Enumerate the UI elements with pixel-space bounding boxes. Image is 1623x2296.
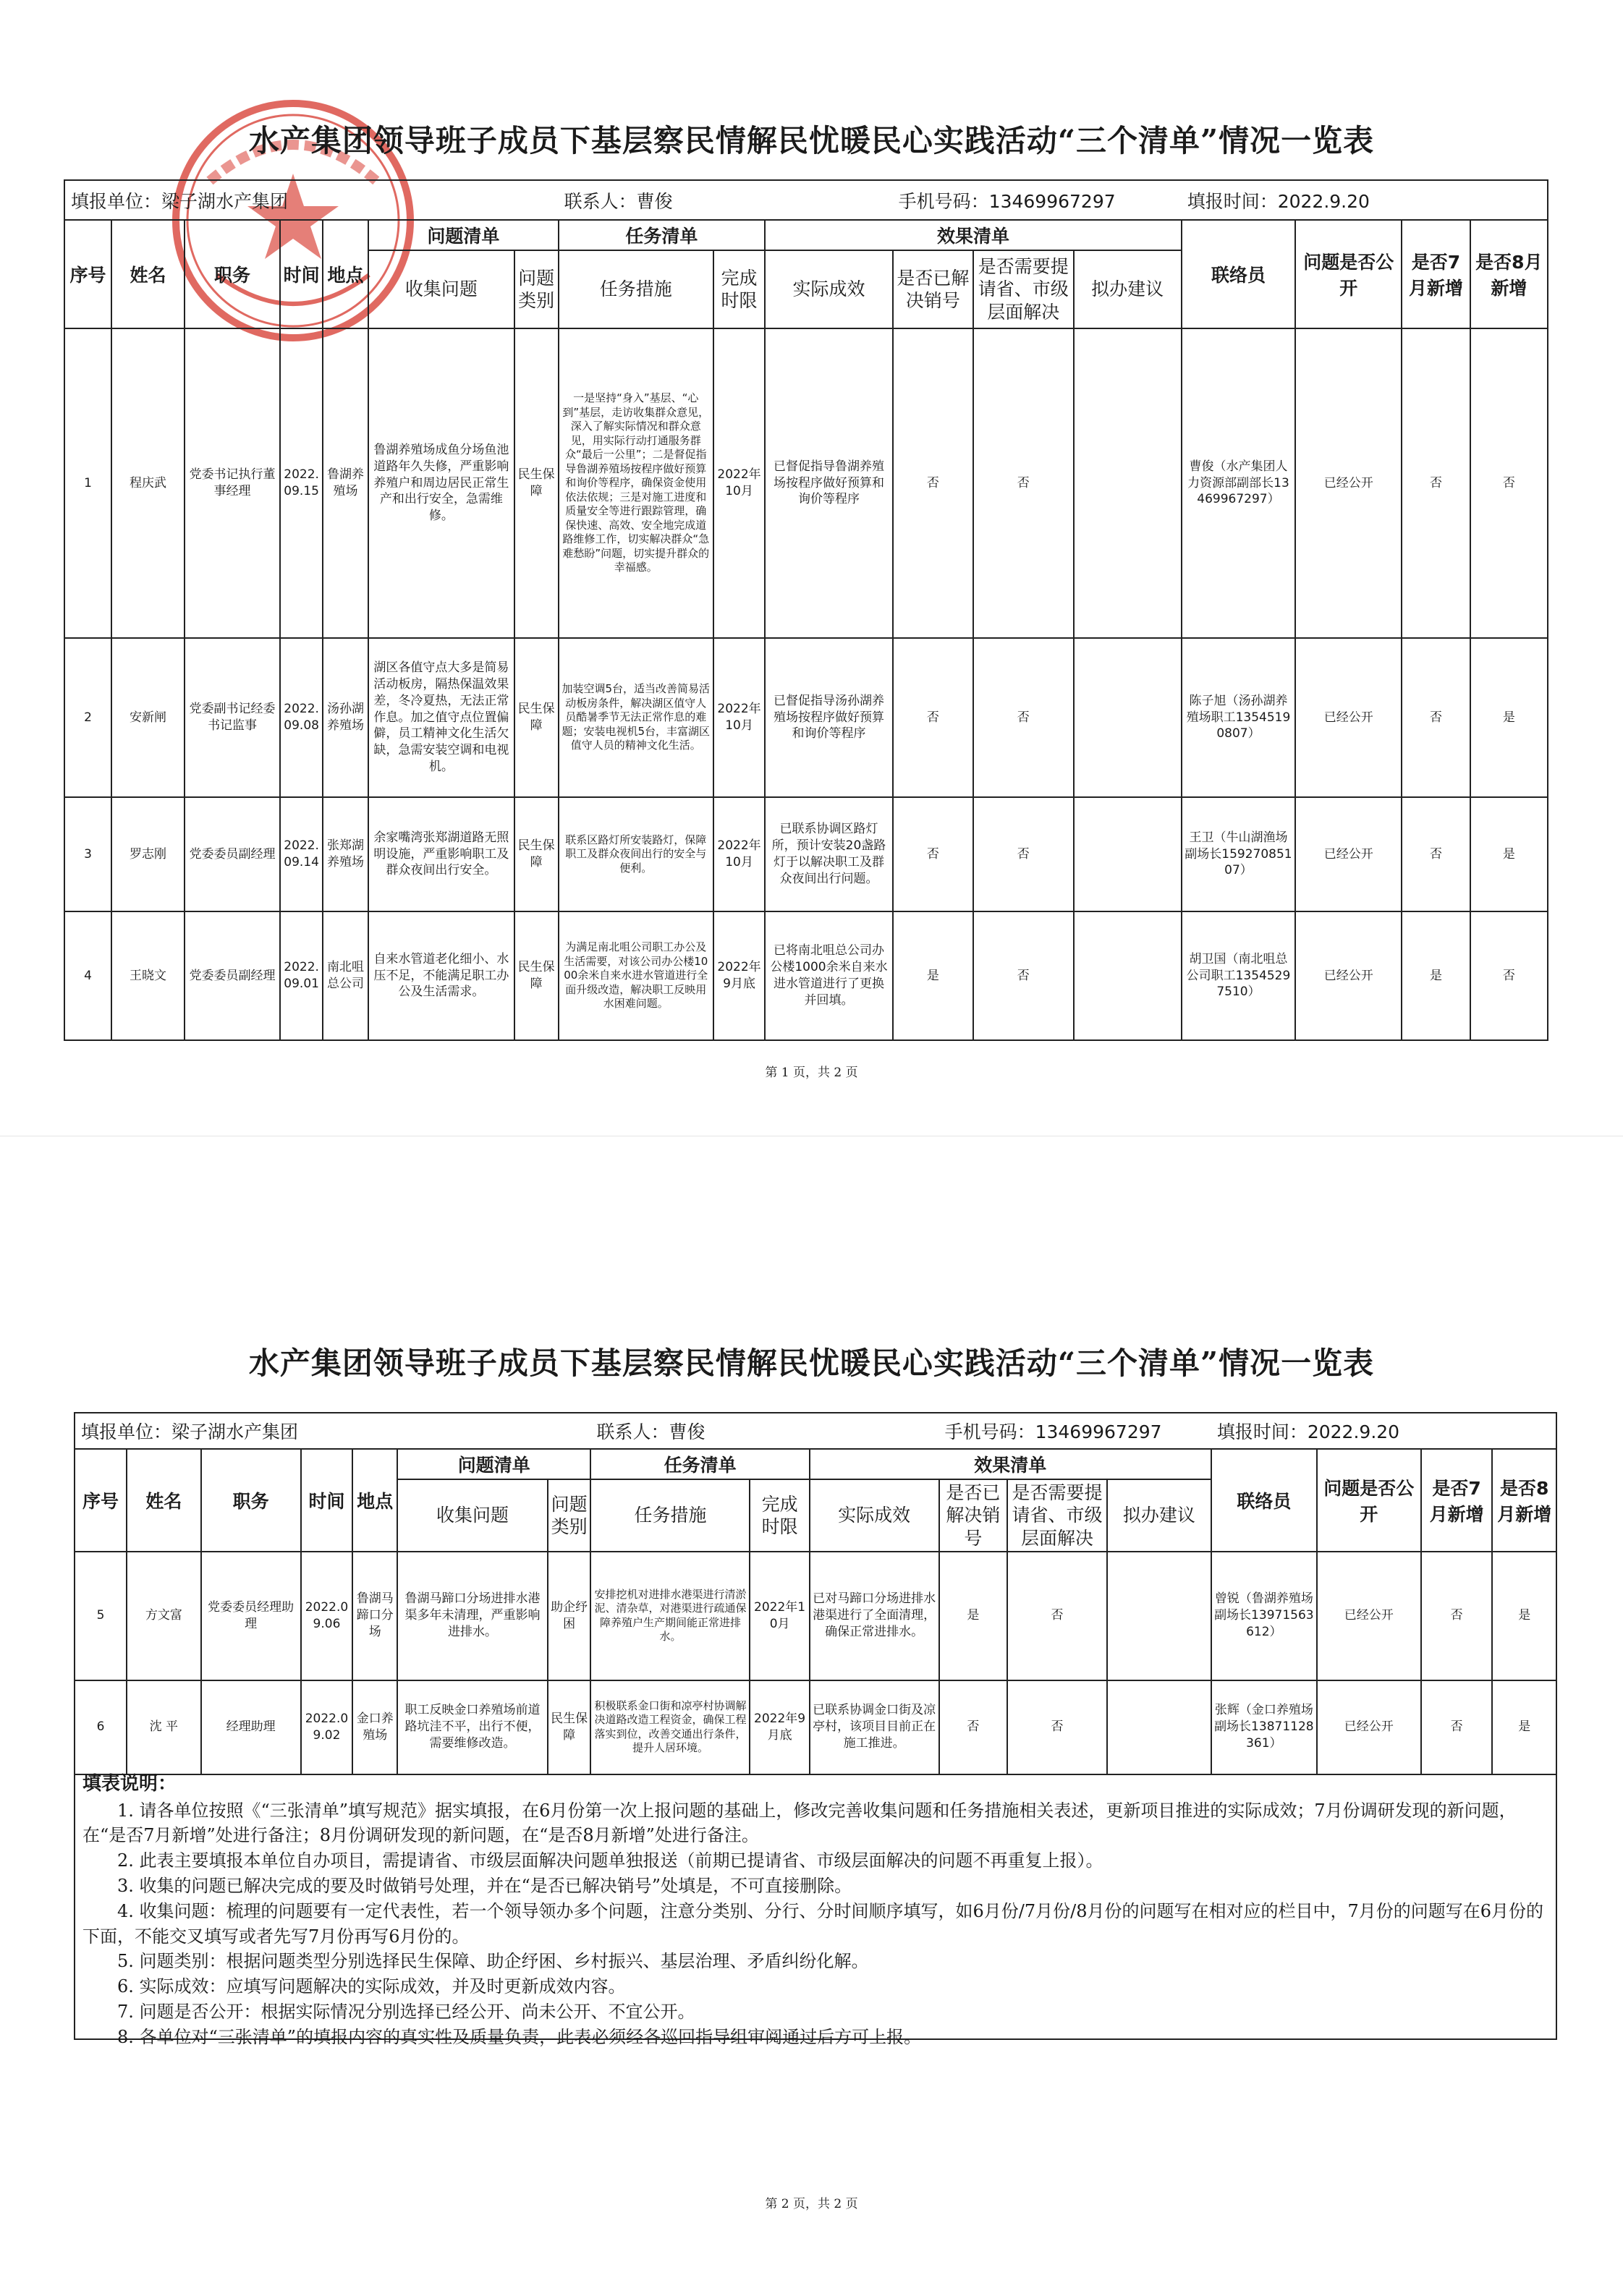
col-suggest: 拟办建议 <box>1074 250 1182 328</box>
col-aug: 是否8月新增 <box>1492 1449 1556 1552</box>
cell-contact: 陈子旭（汤孙湖养殖场职工13545190807） <box>1182 638 1296 797</box>
instruction-item: 3. 收集的问题已解决完成的要及时做销号处理，并在“是否已解决销号”处填是，不可直接删除。 <box>117 1876 852 1897</box>
cell-july: 否 <box>1402 797 1470 911</box>
page-1 <box>0 0 1623 1136</box>
cell-suggest <box>1074 328 1182 638</box>
col-escalate: 是否需要提请省、市级层面解决 <box>973 250 1074 328</box>
cell-contact: 曾锐（鲁湖养殖场副场长13971563612） <box>1211 1552 1317 1680</box>
cell-measures: 联系区路灯所安装路灯，保障职工及群众夜间出行的安全与便利。 <box>559 797 713 911</box>
col-place: 地点 <box>352 1449 397 1552</box>
col-place: 地点 <box>323 220 368 328</box>
cell-escalate: 否 <box>1007 1552 1107 1680</box>
cell-collect: 鲁湖养殖场成鱼分场鱼池道路年久失修，严重影响养殖户和周边居民正常生产和出行安全，急需维修。 <box>368 328 514 638</box>
instruction-item: 1. 请各单位按照《“三张清单”填写规范》据实填报，在6月份第一次上报问题的基础上，修改完善收集问题和任务措施相关表述，更新项目推进的实际成效；7月份调研发现的新问题，在“是否7月新增”处进行备注；8月份调研发现的新问题，在“是否8月新增”处进行备注。 <box>82 1800 1517 1846</box>
cell-solved: 否 <box>893 328 973 638</box>
group-problem: 问题清单 <box>397 1449 590 1479</box>
col-measures: 任务措施 <box>559 250 713 328</box>
table-row <box>75 1680 1556 1774</box>
cell-contact: 王卫（牛山湖渔场副场长15927085107） <box>1182 797 1296 911</box>
cell-place: 南北咀总公司 <box>323 911 368 1040</box>
col-result: 实际成效 <box>810 1479 939 1552</box>
cell-name: 沈 平 <box>127 1680 201 1774</box>
fill-unit: 填报单位：梁子湖水产集团 <box>64 180 559 220</box>
cell-place: 张郑湖养殖场 <box>323 797 368 911</box>
col-seq: 序号 <box>64 220 111 328</box>
cell-suggest <box>1074 797 1182 911</box>
col-solved: 是否已解决销号 <box>939 1479 1008 1552</box>
cell-result: 已对马蹄口分场进排水港渠进行了全面清理，确保正常进排水。 <box>810 1552 939 1680</box>
col-deadline: 完成时限 <box>713 250 765 328</box>
cell-position: 党委委员副经理 <box>185 911 280 1040</box>
page-number: 第 1 页，共 2 页 <box>765 1066 858 1080</box>
cell-category: 助企纾困 <box>548 1552 591 1680</box>
instruction-item: 2. 此表主要填报本单位自办项目，需提请省、市级层面解决问题单独报送（前期已提请省、市级层面解决的问题不再重复上报）。 <box>117 1850 1103 1871</box>
cell-aug: 否 <box>1470 328 1548 638</box>
col-solved: 是否已解决销号 <box>893 250 973 328</box>
cell-aug: 是 <box>1470 638 1548 797</box>
cell-escalate: 否 <box>973 638 1074 797</box>
cell-public: 已经公开 <box>1295 911 1402 1040</box>
cell-deadline: 2022年9月底 <box>750 1680 809 1774</box>
cell-deadline: 2022年9月底 <box>713 911 765 1040</box>
cell-deadline: 2022年10月 <box>713 638 765 797</box>
col-name: 姓名 <box>111 220 185 328</box>
instruction-item: 7. 问题是否公开：根据实际情况分别选择已经公开、尚未公开、不宜公开。 <box>117 2002 695 2023</box>
cell-collect: 鲁湖马蹄口分场进排水港渠多年未清理，严重影响进排水。 <box>397 1552 548 1680</box>
cell-escalate: 否 <box>973 328 1074 638</box>
group-problem: 问题清单 <box>368 220 559 250</box>
cell-position: 党委委员经理助理 <box>201 1552 301 1680</box>
cell-category: 民生保障 <box>548 1680 591 1774</box>
cell-position: 党委书记执行董事经理 <box>185 328 280 638</box>
col-category: 问题类别 <box>514 250 559 328</box>
cell-position: 党委委员副经理 <box>185 797 280 911</box>
cell-seq: 4 <box>64 911 111 1040</box>
fill-instructions <box>74 1766 1557 2047</box>
col-position: 职务 <box>185 220 280 328</box>
cell-place: 鲁湖马蹄口分场 <box>352 1552 397 1680</box>
group-header-row <box>64 220 1548 250</box>
col-measures: 任务措施 <box>590 1479 750 1552</box>
instruction-item: 8. 各单位对“三张清单”的填报内容的真实性及质量负责，此表必须经各巡回指导组审阅通过后方可上报。 <box>117 2026 922 2047</box>
cell-place: 鲁湖养殖场 <box>323 328 368 638</box>
cell-public: 已经公开 <box>1295 328 1402 638</box>
cell-aug: 是 <box>1492 1552 1556 1680</box>
col-collect: 收集问题 <box>397 1479 548 1552</box>
cell-july: 否 <box>1421 1552 1493 1680</box>
page-title: 水产集团领导班子成员下基层察民情解民忧暖民心实践活动“三个清单”情况一览表 <box>248 1345 1375 1381</box>
cell-solved: 否 <box>893 638 973 797</box>
cell-position: 党委副书记经委书记监事 <box>185 638 280 797</box>
cell-measures: 积极联系金口街和凉亭村协调解决道路改造工程资金，确保工程落实到位，改善交通出行条件，提升人居环境。 <box>590 1680 750 1774</box>
cell-measures: 加装空调5台，适当改善简易活动板房条件，解决湖区值守人员酷暑季节无法正常作息的难题；安装电视机5台，丰富湖区值守人员的精神文化生活。 <box>559 638 713 797</box>
cell-result: 已督促指导汤孙湖养殖场按程序做好预算和询价等程序 <box>765 638 892 797</box>
cell-july: 否 <box>1421 1680 1493 1774</box>
col-contact: 联络员 <box>1182 220 1296 328</box>
cell-contact: 张辉（金口养殖场副场长13871128361） <box>1211 1680 1317 1774</box>
cell-collect: 职工反映金口养殖场前道路坑洼不平，出行不便，需要维修改造。 <box>397 1680 548 1774</box>
cell-seq: 5 <box>75 1552 127 1680</box>
col-deadline: 完成时限 <box>750 1479 809 1552</box>
table-row <box>64 797 1548 911</box>
col-contact: 联络员 <box>1211 1449 1317 1552</box>
cell-result: 已联系协调区路灯所，预计安装20盏路灯于以解决职工及群众夜间出行问题。 <box>765 797 892 911</box>
col-july: 是否7月新增 <box>1421 1449 1493 1552</box>
summary-table-page-1 <box>64 179 1548 1041</box>
cell-result: 已督促指导鲁湖养殖场按程序做好预算和询价等程序 <box>765 328 892 638</box>
table-row <box>75 1552 1556 1680</box>
cell-public: 已经公开 <box>1295 638 1402 797</box>
cell-name: 程庆武 <box>111 328 185 638</box>
cell-name: 方文富 <box>127 1552 201 1680</box>
cell-time: 2022.09.06 <box>301 1552 353 1680</box>
group-effect: 效果清单 <box>765 220 1181 250</box>
cell-july: 是 <box>1402 911 1470 1040</box>
cell-collect: 自来水管道老化细小、水压不足，不能满足职工办公及生活需求。 <box>368 911 514 1040</box>
col-result: 实际成效 <box>765 250 892 328</box>
cell-july: 否 <box>1402 638 1470 797</box>
cell-suggest <box>1107 1552 1211 1680</box>
cell-category: 民生保障 <box>514 797 559 911</box>
page-title: 水产集团领导班子成员下基层察民情解民忧暖民心实践活动“三个清单”情况一览表 <box>248 123 1375 158</box>
page-number: 第 2 页，共 2 页 <box>765 2197 858 2211</box>
col-time: 时间 <box>301 1449 353 1552</box>
cell-contact: 胡卫国（南北咀总公司职工13545297510） <box>1182 911 1296 1040</box>
cell-seq: 6 <box>75 1680 127 1774</box>
cell-escalate: 否 <box>1007 1680 1107 1774</box>
col-position: 职务 <box>201 1449 301 1552</box>
instruction-item: 5. 问题类别：根据问题类型分别选择民生保障、助企纾困、乡村振兴、基层治理、矛盾纠纷化解。 <box>117 1951 869 1972</box>
cell-time: 2022.09.15 <box>280 328 323 638</box>
summary-table-page-2 <box>74 1412 1557 1775</box>
cell-escalate: 否 <box>973 911 1074 1040</box>
cell-place: 金口养殖场 <box>352 1680 397 1774</box>
cell-measures: 为满足南北咀公司职工办公及生活需要，对该公司办公楼1000余米自来水进水管道进行全面升级改造，解决职工反映用水困难问题。 <box>559 911 713 1040</box>
cell-category: 民生保障 <box>514 638 559 797</box>
cell-category: 民生保障 <box>514 911 559 1040</box>
cell-public: 已经公开 <box>1317 1552 1421 1680</box>
col-escalate: 是否需要提请省、市级层面解决 <box>1007 1479 1107 1552</box>
cell-time: 2022.09.14 <box>280 797 323 911</box>
cell-aug: 否 <box>1470 911 1548 1040</box>
col-public: 问题是否公开 <box>1317 1449 1421 1552</box>
col-category: 问题类别 <box>548 1479 591 1552</box>
cell-position: 经理助理 <box>201 1680 301 1774</box>
cell-suggest <box>1074 638 1182 797</box>
table-row <box>64 638 1548 797</box>
cell-time: 2022.09.02 <box>301 1680 353 1774</box>
group-task: 任务清单 <box>590 1449 809 1479</box>
cell-solved: 是 <box>939 1552 1008 1680</box>
contact-person: 联系人：曹俊 <box>559 180 893 220</box>
cell-name: 罗志刚 <box>111 797 185 911</box>
fill-date: 填报时间：2022.9.20 <box>1182 180 1470 220</box>
col-suggest: 拟办建议 <box>1107 1479 1211 1552</box>
cell-deadline: 2022年10月 <box>750 1552 809 1680</box>
instruction-item: 6. 实际成效：应填写问题解决的实际成效，并及时更新成效内容。 <box>117 1976 626 1997</box>
cell-collect: 余家嘴湾张郑湖道路无照明设施，严重影响职工及群众夜间出行安全。 <box>368 797 514 911</box>
col-public: 问题是否公开 <box>1295 220 1402 328</box>
col-seq: 序号 <box>75 1449 127 1552</box>
cell-time: 2022.09.08 <box>280 638 323 797</box>
cell-result: 已联系协调金口街及凉亭村，该项目目前正在施工推进。 <box>810 1680 939 1774</box>
page-2 <box>0 1136 1623 2296</box>
fill-unit: 填报单位：梁子湖水产集团 <box>75 1413 590 1449</box>
instruction-item: 4. 收集问题：梳理的问题要有一定代表性，若一个领导领办多个问题，注意分类别、分行、分时间顺序填写，如6月份/7月份/8月份的问题写在相对应的栏目中，7月份的问题写在6月份的下面，不能交叉填写或者先写7月份再写6月份的。 <box>82 1900 1544 1947</box>
cell-aug: 是 <box>1470 797 1548 911</box>
cell-seq: 2 <box>64 638 111 797</box>
cell-seq: 3 <box>64 797 111 911</box>
phone-number: 手机号码：13469967297 <box>893 180 1182 220</box>
cell-solved: 否 <box>893 797 973 911</box>
cell-measures: 安排挖机对进排水港渠进行清淤泥、清杂草，对港渠进行疏通保障养殖户生产期间能正常进排水。 <box>590 1552 750 1680</box>
cell-escalate: 否 <box>973 797 1074 911</box>
info-row <box>64 180 1548 220</box>
cell-measures: 一是坚持“身入”基层、“心到”基层，走访收集群众意见，深入了解实际情况和群众意见，用实际行动打通服务群众“最后一公里”；二是督促指导鲁湖养殖场按程序做好预算和询价等程序，确保资金使用依法依规；三是对施工进度和质量安全等进行跟踪管理，确保快速、高效、安全地完成道路维修工作，切实解决群众“急难愁盼”问题，切实提升群众的幸福感。 <box>559 328 713 638</box>
cell-deadline: 2022年10月 <box>713 328 765 638</box>
col-july: 是否7月新增 <box>1402 220 1470 328</box>
group-header-row <box>75 1449 1556 1479</box>
col-time: 时间 <box>280 220 323 328</box>
cell-name: 安新闸 <box>111 638 185 797</box>
cell-july: 否 <box>1402 328 1470 638</box>
cell-suggest <box>1074 911 1182 1040</box>
cell-place: 汤孙湖养殖场 <box>323 638 368 797</box>
phone-number: 手机号码：13469967297 <box>939 1413 1211 1449</box>
group-task: 任务清单 <box>559 220 766 250</box>
col-name: 姓名 <box>127 1449 201 1552</box>
cell-contact: 曹俊（水产集团人力资源部副部长13469967297） <box>1182 328 1296 638</box>
cell-solved: 否 <box>939 1680 1008 1774</box>
table-row <box>64 911 1548 1040</box>
contact-person: 联系人：曹俊 <box>590 1413 938 1449</box>
info-row <box>75 1413 1556 1449</box>
group-effect: 效果清单 <box>810 1449 1211 1479</box>
cell-solved: 是 <box>893 911 973 1040</box>
col-collect: 收集问题 <box>368 250 514 328</box>
cell-time: 2022.09.01 <box>280 911 323 1040</box>
cell-name: 王晓文 <box>111 911 185 1040</box>
fill-date: 填报时间：2022.9.20 <box>1211 1413 1493 1449</box>
cell-public: 已经公开 <box>1317 1680 1421 1774</box>
instructions-title: 填表说明： <box>82 1773 177 1795</box>
cell-public: 已经公开 <box>1295 797 1402 911</box>
cell-aug: 是 <box>1492 1680 1556 1774</box>
table-row <box>64 328 1548 638</box>
cell-result: 已将南北咀总公司办公楼1000余米自来水进水管道进行了更换并回填。 <box>765 911 892 1040</box>
col-aug: 是否8月新增 <box>1470 220 1548 328</box>
cell-deadline: 2022年10月 <box>713 797 765 911</box>
cell-seq: 1 <box>64 328 111 638</box>
cell-category: 民生保障 <box>514 328 559 638</box>
cell-suggest <box>1107 1680 1211 1774</box>
cell-collect: 湖区各值守点大多是简易活动板房，隔热保温效果差，冬冷夏热，无法正常作息。加之值守点位置偏僻，员工精神文化生活欠缺，急需安装空调和电视机。 <box>368 638 514 797</box>
